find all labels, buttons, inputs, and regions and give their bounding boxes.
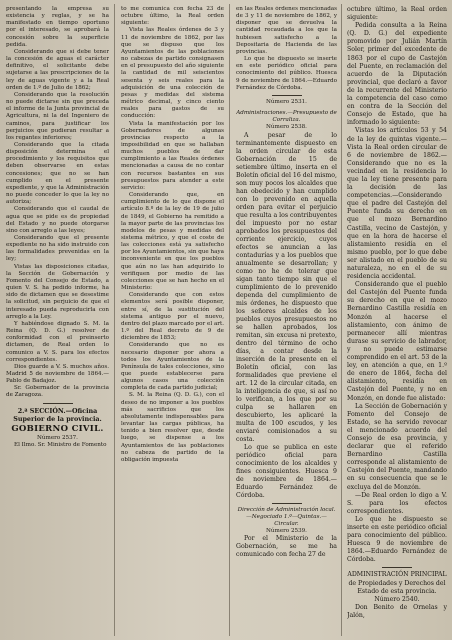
column-rule xyxy=(229,4,230,636)
divider xyxy=(272,95,302,96)
paragraph: S. M. la Reina (Q. D. G.), con el deseo de no imponer a los pueblos más sacrificios que los absolutamente indispensables para levantar las cargas públicas, ha tenido a bien resolver que, desde luego, se dispense a los Ayuntamientos de las poblaciones no cabeza de partido de la obligación impuesta xyxy=(121,392,224,463)
paragraph: Y habiéndose dignado S. M. la Reina (Q. D. G.) resolver de conformidad con el preinserto dictamen, de Real orden lo comunico a V. S. para los efectos correspondientes. xyxy=(6,320,109,363)
paragraph: Considerando que la citada disposición determina el procedimiento y los requisitos que deben observarse en estas concesiones; que no se han cumplido en el presente expediente, y que la Administración no puede conceder lo que la ley no autoriza; xyxy=(6,141,109,206)
section-title: Estado de esta provincia. xyxy=(357,587,437,595)
divider xyxy=(272,503,302,504)
divider xyxy=(43,403,73,404)
column-rule xyxy=(341,4,342,636)
paragraph: Lo que he dispuesto se inserte en este periódico oficial para conocimiento del público. Huesca 9 de noviembre de 1864.—Eduardo Fernández de Córdoba. xyxy=(347,515,447,564)
paragraph: El Ilmo. Sr. Ministro de Fomento xyxy=(14,441,107,448)
paragraph: Don Benito de Ornelas y Jalón, xyxy=(347,603,447,619)
paragraph: Lo que he dispuesto se inserte en este periódico oficial para conocimiento del público. Huesca 9 de noviembre de 1864.—Eduardo Fernández de Córdoba. xyxy=(236,56,337,91)
paragraph: Dios guarde a V. S. muchos años. Madrid 5 de noviembre de 1864.—Pablo de Badajoz. xyxy=(6,363,109,385)
paragraph: Considerando que el presente expediente no ha sido instruido con las formalidades prevenidas en la ley; xyxy=(6,235,109,263)
item-number: Número 2531. xyxy=(266,98,307,105)
section-title: de Propiedades y Derechos del xyxy=(348,579,446,587)
paragraph: Vista la manifestación por los Gobernadores de algunas provincias respecto a la imposibilidad en que se hallaban muchos pueblos de dar cumplimiento a las Reales órdenes mencionadas a causa de no contar con recursos bastantes en sus presupuestos para atender a este servicio: xyxy=(121,120,224,191)
paragraph: Considerando que, en cumplimiento de lo que dispone el artículo 8.º de la ley de 19 de julio de 1849, el Gobierno ha remitido a la mayor parte de las provincias los modelos de pesas y medidas del sistema métrico, y que el coste de las colecciones está ya satisfecho por los Ayuntamientos, sin que haya inconveniente en que los pueblos que aún no las han adquirido lo verifiquen por medio de las colecciones que se han hecho en el Ministerio: xyxy=(121,192,224,292)
paragraph: Vistas las disposiciones citadas, la Sección de Gobernación y Fomento del Consejo de Estado, a quien V. S. ha pedido informe, ha sido de dictamen que se desestime la solicitud, sin perjuicio de que el interesado pueda reproducirla con arreglo a la Ley. xyxy=(6,263,109,320)
column-3 xyxy=(236,6,337,634)
paragraph: presentando la empresa su existencia y reglas, y se ha manifestado en tiempo oportuno por el interesado, se aprobará la concesión sobre la superficie pedida. xyxy=(6,6,109,48)
paragraph: Vistas los artículos 53 y 54 de la ley de quintas vigente.—Vista la Real orden circular de 6 de noviembre de 1862.—Considerando que no es la vecindad en la residencia lo que la ley tiene presente para la decisión de las competencias.—Considerando que el padre del Castejón del Puente funda su derecho en que el mozo Bernardino Castilla, vecino de Castejón, y que en la hora de hacerse el alistamiento residía en el mismo pueblo, por lo que debe ser alistado en el pueblo de su naturaleza, no en el de su residencia accidental. xyxy=(347,127,447,281)
paragraph: La Sección de Gobernación y Fomento del Consejo de Estado, se ha servido revocar el mencionado acuerdo del Consejo de esa provincia, y declarar que el referido Bernardino Castilla corresponde al alistamiento de Castejón del Puente, mandando en su consecuencia que se le excluya del de Monzón. xyxy=(347,402,447,491)
section-title: Administraciones.—Presupuesto de Corraliza. xyxy=(236,110,337,124)
paragraph: Considerando que el caudal de agua que se pide es de propiedad del Estado y no puede otorgarse sino con arreglo a las leyes; xyxy=(6,206,109,234)
paragraph: Pedida consulta a la Reina (Q. D. G.) del expediente promovido por Julián Martín Soler, primer del excedente de 1863 por el cupo de Castejón del Puente, en reclamación del acuerdo de la Diputación provincial, que declaró a favor de la recurrente del Ministerio la competencia del caso como en contra de la Sección del Consejo de Estado, que ha informado lo siguiente: xyxy=(347,22,447,127)
section-title: ADMINISTRACIÓN PRINCIPAL xyxy=(347,571,447,579)
column-rule xyxy=(114,4,115,636)
column-4 xyxy=(347,6,447,634)
paragraph: en las Reales órdenes mencionadas de 3 y 11 de noviembre de 1862, y disponer que se devuelva la cantidad recaudada a los que la hubiesen satisfecho a la Depositaria de Hacienda de las provincias. xyxy=(236,6,337,55)
item-number: Número 2540. xyxy=(374,595,420,603)
paragraph: A pesar de lo terminantemente dispuesto en la orden circular de esta Gobernación de 15 de setiembre último, inserta en el Boletín oficial del 16 del mismo, son muy pocos los alcaldes que han obedecido y han cumplido con lo prevenido en aquella orden para evitar el perjuicio que resulta a los contribuyentes del impuesto por no estar aprobados los presupuestos del corriente ejercicio, cuyos efectos se anuncian a las contadurías y a los pueblos que anualmente se desarrollan; y como no he de tolerar que sigan tanto tiempo sin que el cumplimiento de lo prevenido dependa del cumplimiento de mis órdenes, he dispuesto que los señores alcaldes de los pueblos cuyos presupuestos no se hallen aprobados, los remitan, sin excusa ni pretexto, dentro del término de ocho días, a contar desde la inserción de la presente en el Boletín oficial, con las formalidades que previene el art. 12 de la circular citada, en la inteligencia de que, si así no lo verifican, a los que por su culpa se hallaren en descubierto, les aplicaré la multa de 100 escudos, y les enviaré comisionados a su costa. xyxy=(236,131,337,443)
item-number: Número 2537. xyxy=(37,434,78,441)
column-1 xyxy=(6,6,109,634)
paragraph: Considerando que con estos elementos será posible disponer, entre sí, de la sustitución del sistema antiguo por el nuevo, dentro del plazo marcado por el art. 1.º del Real decreto de 9 de diciembre de 1853; xyxy=(121,292,224,342)
paragraph: to me comunica con fecha 23 de octubre último, la Real orden siguiente: xyxy=(121,6,224,27)
office-title: GOBIERNO CIVIL. xyxy=(11,423,104,434)
paragraph: Considerando que no es necesario disponer por ahora a todos los Ayuntamientos de la Península de tales colecciones, sino que puede establecerse para algunos casos una colección completa de cada partido judicial; xyxy=(121,342,224,392)
paragraph: Considerando que si debe tener la concesión de aguas el carácter definitivo, el solicitante debe sujetarse a las prescripciones de la ley de aguas vigente y a la Real orden de 1.º de Julio de 1862; xyxy=(6,48,109,91)
paragraph: Considerando que la resolución no puede dictarse sin que preceda el informe de la Junta provincial de Agricultura, ni la del Ingeniero de caminos, para justificar los perjuicios que pudieran resultar a los regantes inferiores; xyxy=(6,91,109,141)
paragraph: Lo que se publica en este periódico oficial para conocimiento de los alcaldes y fines consiguientes. Huesca 9 de noviembre de 1864.—Eduardo Fernández de Córdoba. xyxy=(236,443,337,499)
paragraph: Considerando que el pueblo del Castejón del Puente funda su derecho en que el mozo Bernardino Castilla residía en Monzón al hacerse el alistamiento, con ánimo de permanecer allí mientras durase su servicio de labrador, y no puede estimarse comprendido en el art. 53 de la ley, en atención a que, en 1.º de enero de 1864, fecha del alistamiento, residía en Castejón del Puente, y no en Monzón, en donde fue alistado: xyxy=(347,281,447,402)
paragraph: Sr. Gobernador de la provincia de Zaragoza. xyxy=(6,385,109,399)
paragraph: octubre último, la Real orden siguiente: xyxy=(347,6,447,22)
section-title: Dirección de Administración local.—Negociado 1.º—Quintas.—Circular. xyxy=(237,506,336,527)
paragraph: —De Real orden lo digo a V. S. para los efectos correspondientes. xyxy=(347,491,447,515)
section-title: 2.ª SECCIÓN.—Oficina Superior de la provincia. xyxy=(13,406,102,424)
column-2 xyxy=(121,6,224,634)
divider xyxy=(382,567,412,568)
item-number: Número 2539. xyxy=(266,527,307,534)
paragraph: Por el Ministerio de la Gobernación, se me ha comunicado con fecha 27 de xyxy=(236,535,337,559)
item-number: Número 2538. xyxy=(266,124,307,131)
paragraph: Vista las Reales órdenes de 3 y 11 de noviembre de 1862, por las que se dispuso que los Ayuntamientos de las poblaciones no cabezas de partido consignasen en el presupuesto del año siguiente la cantidad de mil seiscientos sesenta y seis reales para la adquisición de una colección de pesas y medidas del sistema métrico decimal, y cinco ciento reales para gastos de su conducción: xyxy=(121,27,224,120)
